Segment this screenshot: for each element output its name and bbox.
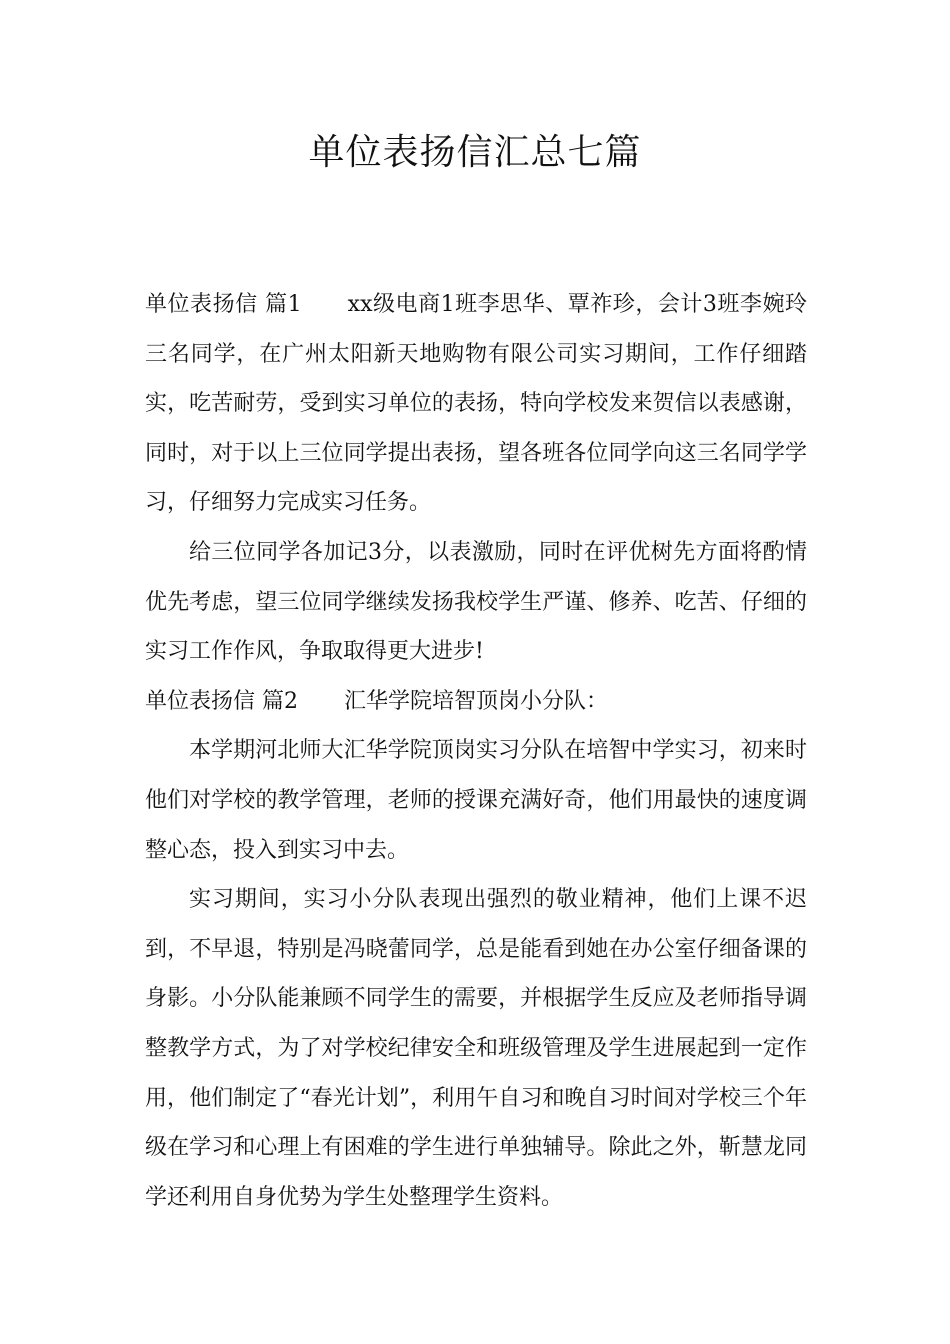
section-1-paragraph-1	[145, 280, 807, 528]
page-title: 单位表扬信汇总七篇	[308, 132, 642, 173]
document-body	[145, 280, 807, 1222]
section-1-label: 单位表扬信 篇1	[145, 292, 302, 317]
section-2-heading-line	[145, 677, 807, 727]
section-2-paragraph-1: 本学期河北师大汇华学院顶岗实习分队在培智中学实习，初来时他们对学校的教学管理，老师的授课充满好奇，他们用最快的速度调整心态，投入到实习中去。	[145, 738, 807, 863]
section-2-paragraph-2: 实习期间，实习小分队表现出强烈的敬业精神，他们上课不迟到，不早退，特别是冯晓蕾同学，总是能看到她在办公室仔细备课的身影。小分队能兼顾不同学生的需要，并根据学生反应及老师指导调整教学方式，为了对学校纪律安全和班级管理及学生进展起到一定作用，他们制定了“春光计划”，利用午自习和晚自习时间对学校三个年级在学习和心理上有困难的学生进行单独辅导。除此之外，靳慧龙同学还利用自身优势为学生处整理学生资料。	[145, 887, 807, 1210]
section-2-label: 单位表扬信 篇2	[145, 688, 298, 714]
section-1-paragraph-2: 给三位同学各加记3分，以表激励，同时在评优树先方面将酌情优先考虑，望三位同学继续发扬我校学生严谨、修养、吃苦、仔细的实习工作作风，争取取得更大进步!	[145, 539, 807, 665]
section-1-intro-text: xx级电商1班李思华、覃祚珍，会计3班李婉玲三名同学，在广州太阳新天地购物有限公司实习期间，工作仔细踏实，吃苦耐劳，受到实习单位的表扬，特向学校发来贺信以表感谢，同时，对于以上三位同学提出表扬，望各班各位同学向这三名同学学习，仔细努力完成实习任务。	[145, 292, 807, 516]
section-2-salutation: 汇华学院培智顶岗小分队：	[344, 688, 609, 714]
